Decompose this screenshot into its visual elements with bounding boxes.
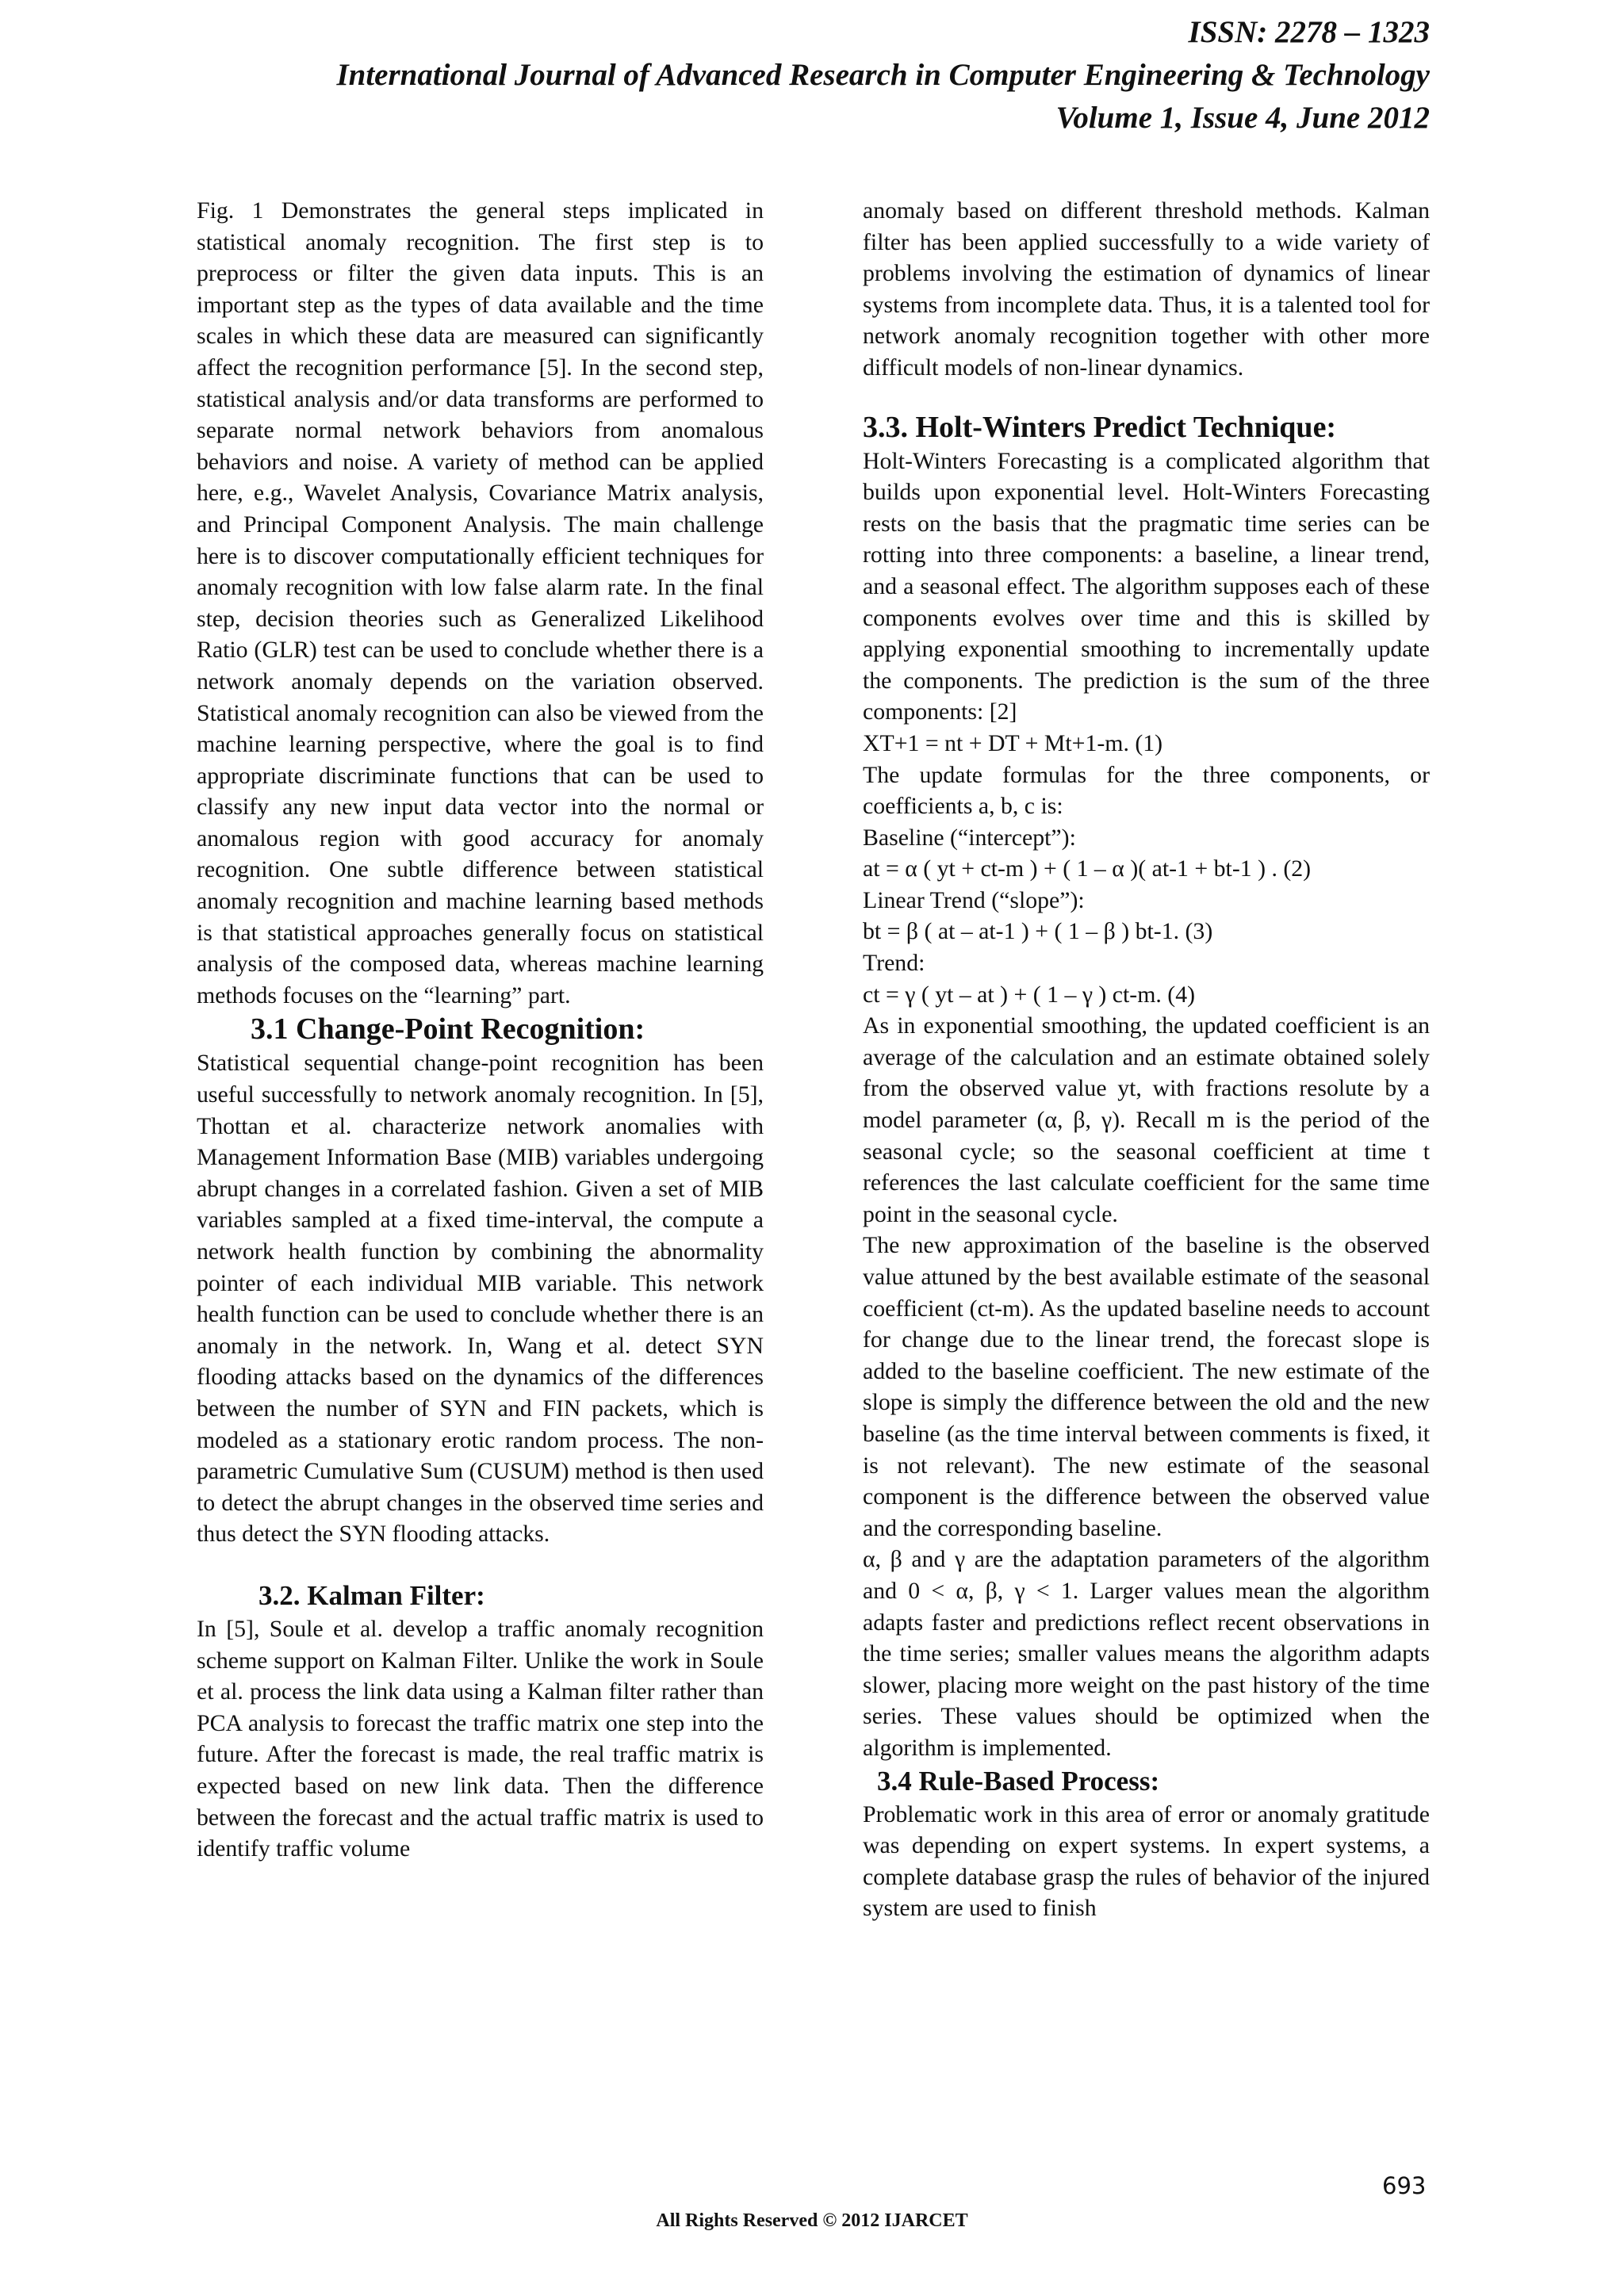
right-column — [863, 195, 1430, 1924]
equation-4: ct = γ ( yt – at ) + ( 1 – γ ) ct-m. (4) — [863, 981, 1196, 1008]
page-number: 693 — [1382, 2172, 1427, 2199]
intro-paragraph: Fig. 1 Demonstrates the general steps implicated in statistical anomaly recognition. The first step is to preprocess or filter the given data inputs. This is an important step as the types of data available and the time scales in which these data are measured can significantly affect the recognition performance [5]. In the second step, statistical analysis and/or data transforms are performed to separate normal network behaviors from anomalous behaviors and noise. A variety of method can be applied here, e.g., Wavelet Analysis, Covariance Matrix analysis, and Principal Component Analysis. The main challenge here is to discover computationally efficient techniques for anomaly recognition with low false alarm rate. In the final step, decision theories such as Generalized Likelihood Ratio (GLR) test can be used to conclude whether there is a network anomaly depends on the variation observed. Statistical anomaly recognition can also be viewed from the machine learning perspective, where the goal is to find appropriate discriminate functions that can be used to classify any new input data vector into the normal or anomalous region with good accuracy for anomaly recognition. One subtle difference between statistical anomaly recognition and machine learning based methods is that statistical approaches generally focus on statistical analysis of the composed data, whereas machine learning methods focuses on the “learning” part. — [197, 197, 764, 1008]
equation-1: XT+1 = nt + DT + Mt+1-m. (1) — [863, 729, 1163, 756]
copyright-footer: All Rights Reserved © 2012 IJARCET — [656, 2210, 968, 2231]
trend-label: Trend: — [863, 950, 925, 977]
section-3-4-paragraph: Problematic work in this area of error or anomaly gratitude was depending on expert systems. In expert systems, a complete database grasp the rules of behavior of the injured system are used to finish — [863, 1800, 1430, 1922]
section-3-4-heading: 3.4 Rule-Based Process: — [877, 1765, 1160, 1797]
page-header — [336, 11, 1430, 140]
section-3-3-heading: 3.3. Holt-Winters Predict Technique: — [863, 410, 1337, 444]
section-3-2-heading: 3.2. Kalman Filter: — [259, 1579, 485, 1611]
section-3-2-continued: anomaly based on different threshold methods. Kalman filter has been applied successfully to a wide variety of problems involving the estimation of dynamics of linear systems from incomplete data. Thus, it is a talented tool for network anomaly recognition together with other more difficult models of non-linear dynamics. — [863, 197, 1430, 381]
section-3-3-paragraph: Holt-Winters Forecasting is a complicated algorithm that builds upon exponential level. Holt-Winters Forecasting rests on the basis that the pragmatic time series can be rotting into three components: a baseline, a linear trend, and a seasonal effect. The algorithm supposes each of these components evolves over time and this is skilled by applying exponential smoothing to incrementally update the components. The prediction is the sum of the three components: [2] — [863, 447, 1430, 725]
update-formulas-text: The update formulas for the three components, or coefficients a, b, c is: — [863, 761, 1430, 820]
linear-trend-label: Linear Trend (“slope”): — [863, 886, 1085, 913]
journal-title: International Journal of Advanced Research in Computer Engineering & Technology — [336, 58, 1430, 92]
equation-3: bt = β ( at – at-1 ) + ( 1 – β ) bt-1. (3) — [863, 918, 1213, 945]
section-3-2-paragraph: In [5], Soule et al. develop a traffic anomaly recognition scheme support on Kalman Filter. Unlike the work in Soule et al. process the link data using a Kalman filter rather than PCA analysis to forecast the traffic matrix one step into the future. After the forecast is made, the real traffic matrix is expected based on new link data. Then the difference between the forecast and the actual traffic matrix is used to identify traffic volume — [197, 1615, 764, 1862]
section-3-1-paragraph: Statistical sequential change-point recognition has been useful successfully to network anomaly recognition. In [5], Thottan et al. characterize network anomalies with Management Information Base (MIB) variables undergoing abrupt changes in a correlated fashion. Given a set of MIB variables sampled at a fixed time-interval, the compute a network health function by combining the abnormality pointer of each individual MIB variable. This network health function can be used to conclude whether there is an anomaly in the network. In, Wang et al. detect SYN flooding attacks based on the dynamics of the differences between the number of SYN and FIN packets, which is modeled as a stationary erotic random process. The non-parametric Cumulative Sum (CUSUM) method is then used to detect the abrupt changes in the observed time series and thus detect the SYN flooding attacks. — [197, 1050, 764, 1548]
section-3-1-heading: 3.1 Change-Point Recognition: — [251, 1012, 645, 1047]
volume-issue: Volume 1, Issue 4, June 2012 — [1055, 101, 1430, 135]
baseline-approximation-paragraph: The new approximation of the baseline is the observed value attuned by the best available estimate of the seasonal coefficient (ct-m). As the updated baseline needs to account for change due to the linear trend, the forecast slope is added to the baseline coefficient. The new estimate of the slope is simply the difference between the old and the new baseline (as the time interval between comments is fixed, it is not relevant). The new estimate of the seasonal component is the difference between the observed value and the corresponding baseline. — [863, 1232, 1430, 1541]
exponential-smoothing-paragraph: As in exponential smoothing, the updated coefficient is an average of the calculation and an estimate obtained solely from the observed value yt, with fractions resolute by a model parameter (α, β, γ). Recall m is the period of the seasonal cycle; so the seasonal coefficient at time t references the last calculate coefficient for the same time point in the seasonal cycle. — [863, 1012, 1430, 1227]
baseline-label: Baseline (“intercept”): — [863, 824, 1076, 851]
issn: ISSN: 2278 – 1323 — [1188, 15, 1430, 49]
adaptation-parameters-paragraph: α, β and γ are the adaptation parameters of the algorithm and 0 < α, β, γ < 1. Larger values mean the algorithm adapts faster and predictions reflect recent observations in the time series; smaller values means the algorithm adapts slower, placing more weight on the past history of the time series. These values should be optimized when the algorithm is implemented. — [863, 1546, 1430, 1761]
left-column — [197, 195, 764, 1865]
equation-2: at = α ( yt + ct-m ) + ( 1 – α )( at-1 + bt-1 ) . (2) — [863, 855, 1312, 882]
